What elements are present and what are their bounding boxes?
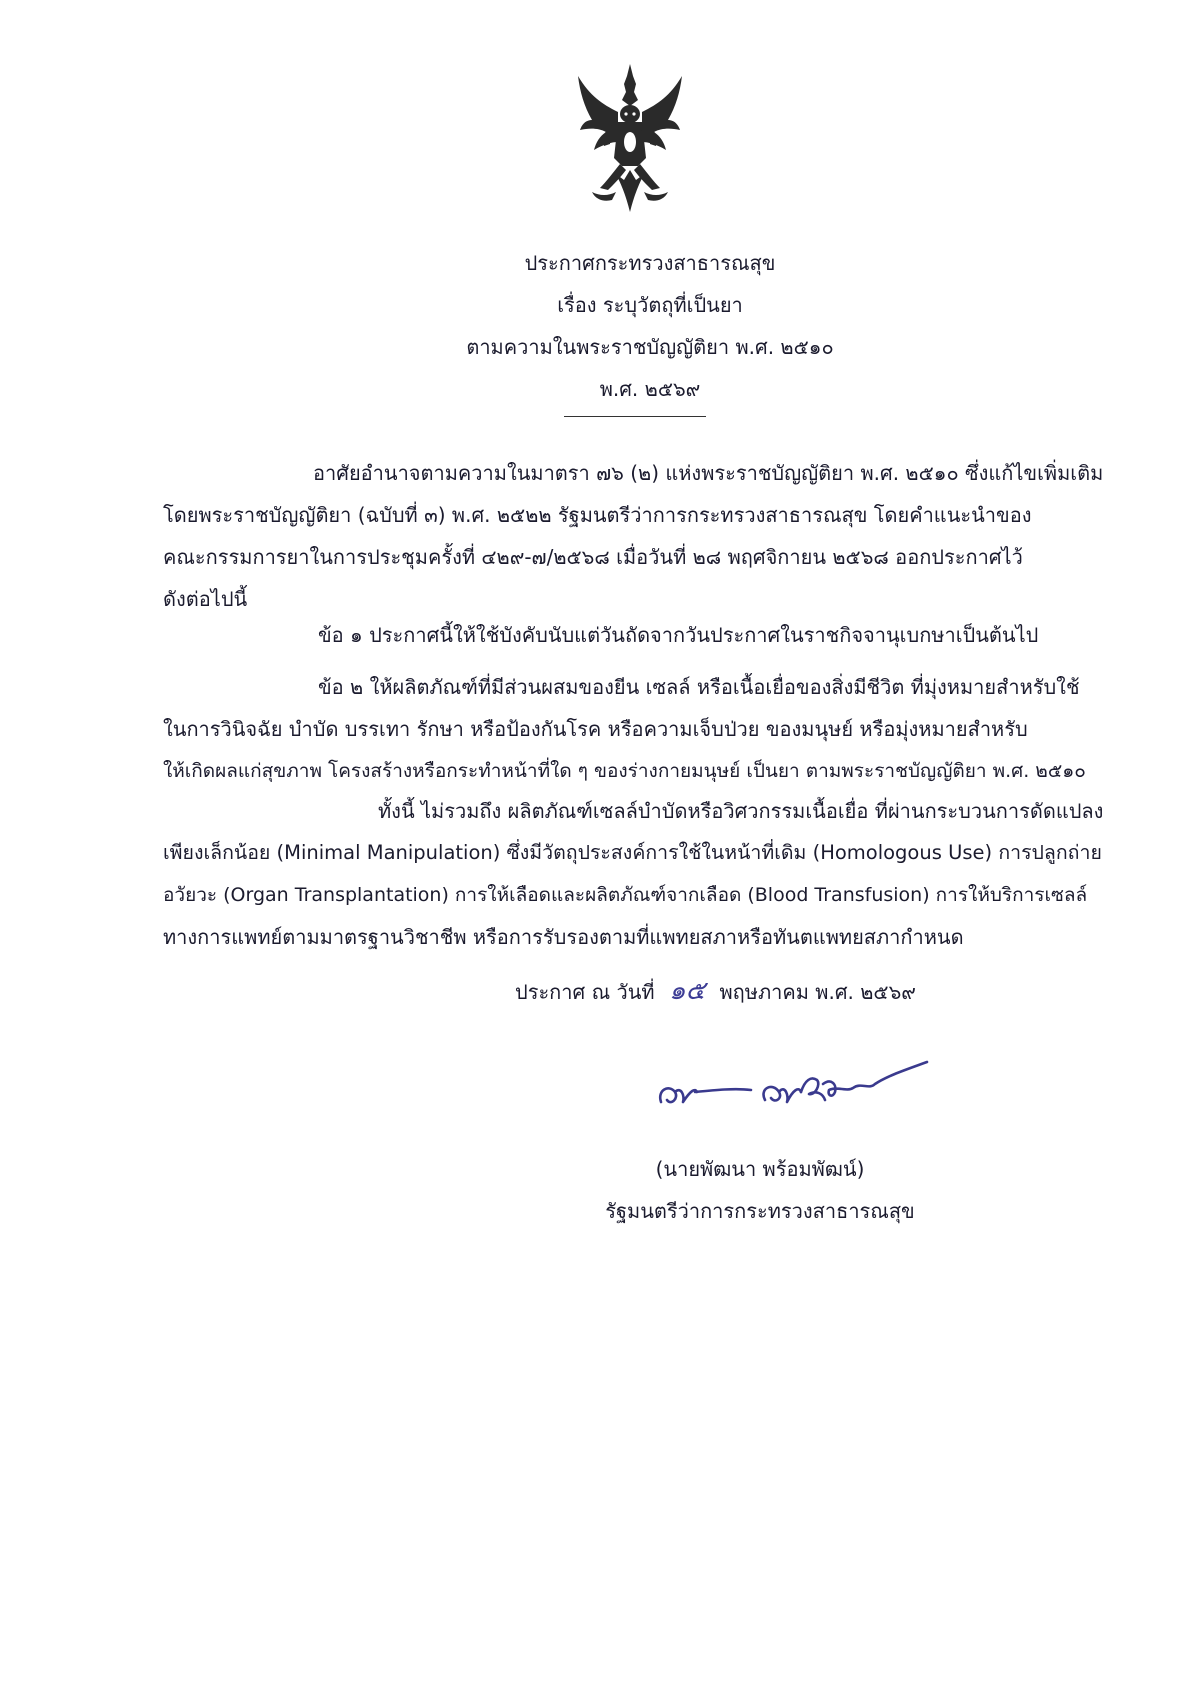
announcement-date bbox=[515, 970, 916, 1011]
signatory-block bbox=[580, 1148, 940, 1232]
clause-2-line: ให้เกิดผลแก่สุขภาพ โครงสร้างหรือกระทำหน้าที่ใด ๆ ของร่างกายมนุษย์ เป็นยา ตามพระราชบัญญัติยา พ.ศ. ๒๕๑๐ bbox=[163, 760, 1086, 782]
year-line: พ.ศ. ๒๕๖๙ bbox=[599, 377, 701, 401]
exception-paragraph bbox=[163, 790, 1103, 958]
exception-line: ทางการแพทย์ตามมาตรฐานวิชาชีพ หรือการรับรองตามที่แพทยสภาหรือทันตแพทยสภากำหนด bbox=[163, 925, 964, 949]
act-reference: ตามความในพระราชบัญญัติยา พ.ศ. ๒๕๑๐ bbox=[466, 335, 834, 359]
signatory-title: รัฐมนตรีว่าการกระทรวงสาธารณสุข bbox=[605, 1199, 915, 1223]
handwritten-day: ๑๕ bbox=[668, 976, 706, 1006]
preamble-line: ดังต่อไปนี้ bbox=[163, 587, 248, 611]
preamble-line: คณะกรรมการยาในการประชุมครั้งที่ ๔๒๙-๗/๒๕๖๘ เมื่อวันที่ ๒๘ พฤศจิกายน ๒๕๖๘ ออกประกาศไว้ bbox=[163, 545, 1023, 569]
date-prefix: ประกาศ ณ วันที่ bbox=[515, 980, 655, 1004]
subject-line: เรื่อง ระบุวัตถุที่เป็นยา bbox=[557, 293, 743, 317]
exception-line: เพียงเล็กน้อย (Minimal Manipulation) ซึ่งมีวัตถุประสงค์การใช้ในหน้าที่เดิม (Homologous Use) การปลูกถ่าย bbox=[163, 841, 1102, 864]
exception-line: ทั้งนี้ ไม่รวมถึง ผลิตภัณฑ์เซลล์บำบัดหรือวิศวกรรมเนื้อเยื่อ ที่ผ่านกระบวนการดัดแปลง bbox=[378, 799, 1104, 823]
exception-line: อวัยวะ (Organ Transplantation) การให้เลือดและผลิตภัณฑ์จากเลือด (Blood Transfusion) การให้บริการเซลล์ bbox=[163, 884, 1088, 906]
date-suffix: พฤษภาคม พ.ศ. ๒๕๖๙ bbox=[719, 980, 916, 1004]
clause-1-paragraph bbox=[163, 614, 1103, 656]
handwritten-signature bbox=[655, 1040, 935, 1130]
heading-divider bbox=[564, 416, 706, 417]
preamble-line: อาศัยอำนาจตามความในมาตรา ๗๖ (๒) แห่งพระราชบัญญัติยา พ.ศ. ๒๕๑๐ ซึ่งแก้ไขเพิ่มเติม bbox=[313, 461, 1104, 485]
announcement-heading bbox=[300, 242, 1000, 410]
clause-2-line: ข้อ ๒ ให้ผลิตภัณฑ์ที่มีส่วนผสมของยีน เซลล์ หรือเนื้อเยื่อของสิ่งมีชีวิต ที่มุ่งหมายสำหรับใช้ bbox=[318, 675, 1080, 699]
signatory-name: (นายพัฒนา พร้อมพัฒน์) bbox=[655, 1157, 865, 1181]
issuer-title: ประกาศกระทรวงสาธารณสุข bbox=[524, 251, 776, 275]
preamble-line: โดยพระราชบัญญัติยา (ฉบับที่ ๓) พ.ศ. ๒๕๒๒ รัฐมนตรีว่าการกระทรวงสาธารณสุข โดยคำแนะนำของ bbox=[163, 503, 1032, 527]
clause-2-line: ในการวินิจฉัย บำบัด บรรเทา รักษา หรือป้องกันโรค หรือความเจ็บป่วย ของมนุษย์ หรือมุ่งหมายสำหรับ bbox=[163, 717, 1028, 741]
preamble-paragraph bbox=[163, 452, 1103, 620]
garuda-emblem-icon bbox=[572, 62, 688, 214]
clause-2-paragraph bbox=[163, 666, 1103, 792]
clause-1-text: ข้อ ๑ ประกาศนี้ให้ใช้บังคับนับแต่วันถัดจากวันประกาศในราชกิจจานุเบกษาเป็นต้นไป bbox=[318, 623, 1039, 647]
